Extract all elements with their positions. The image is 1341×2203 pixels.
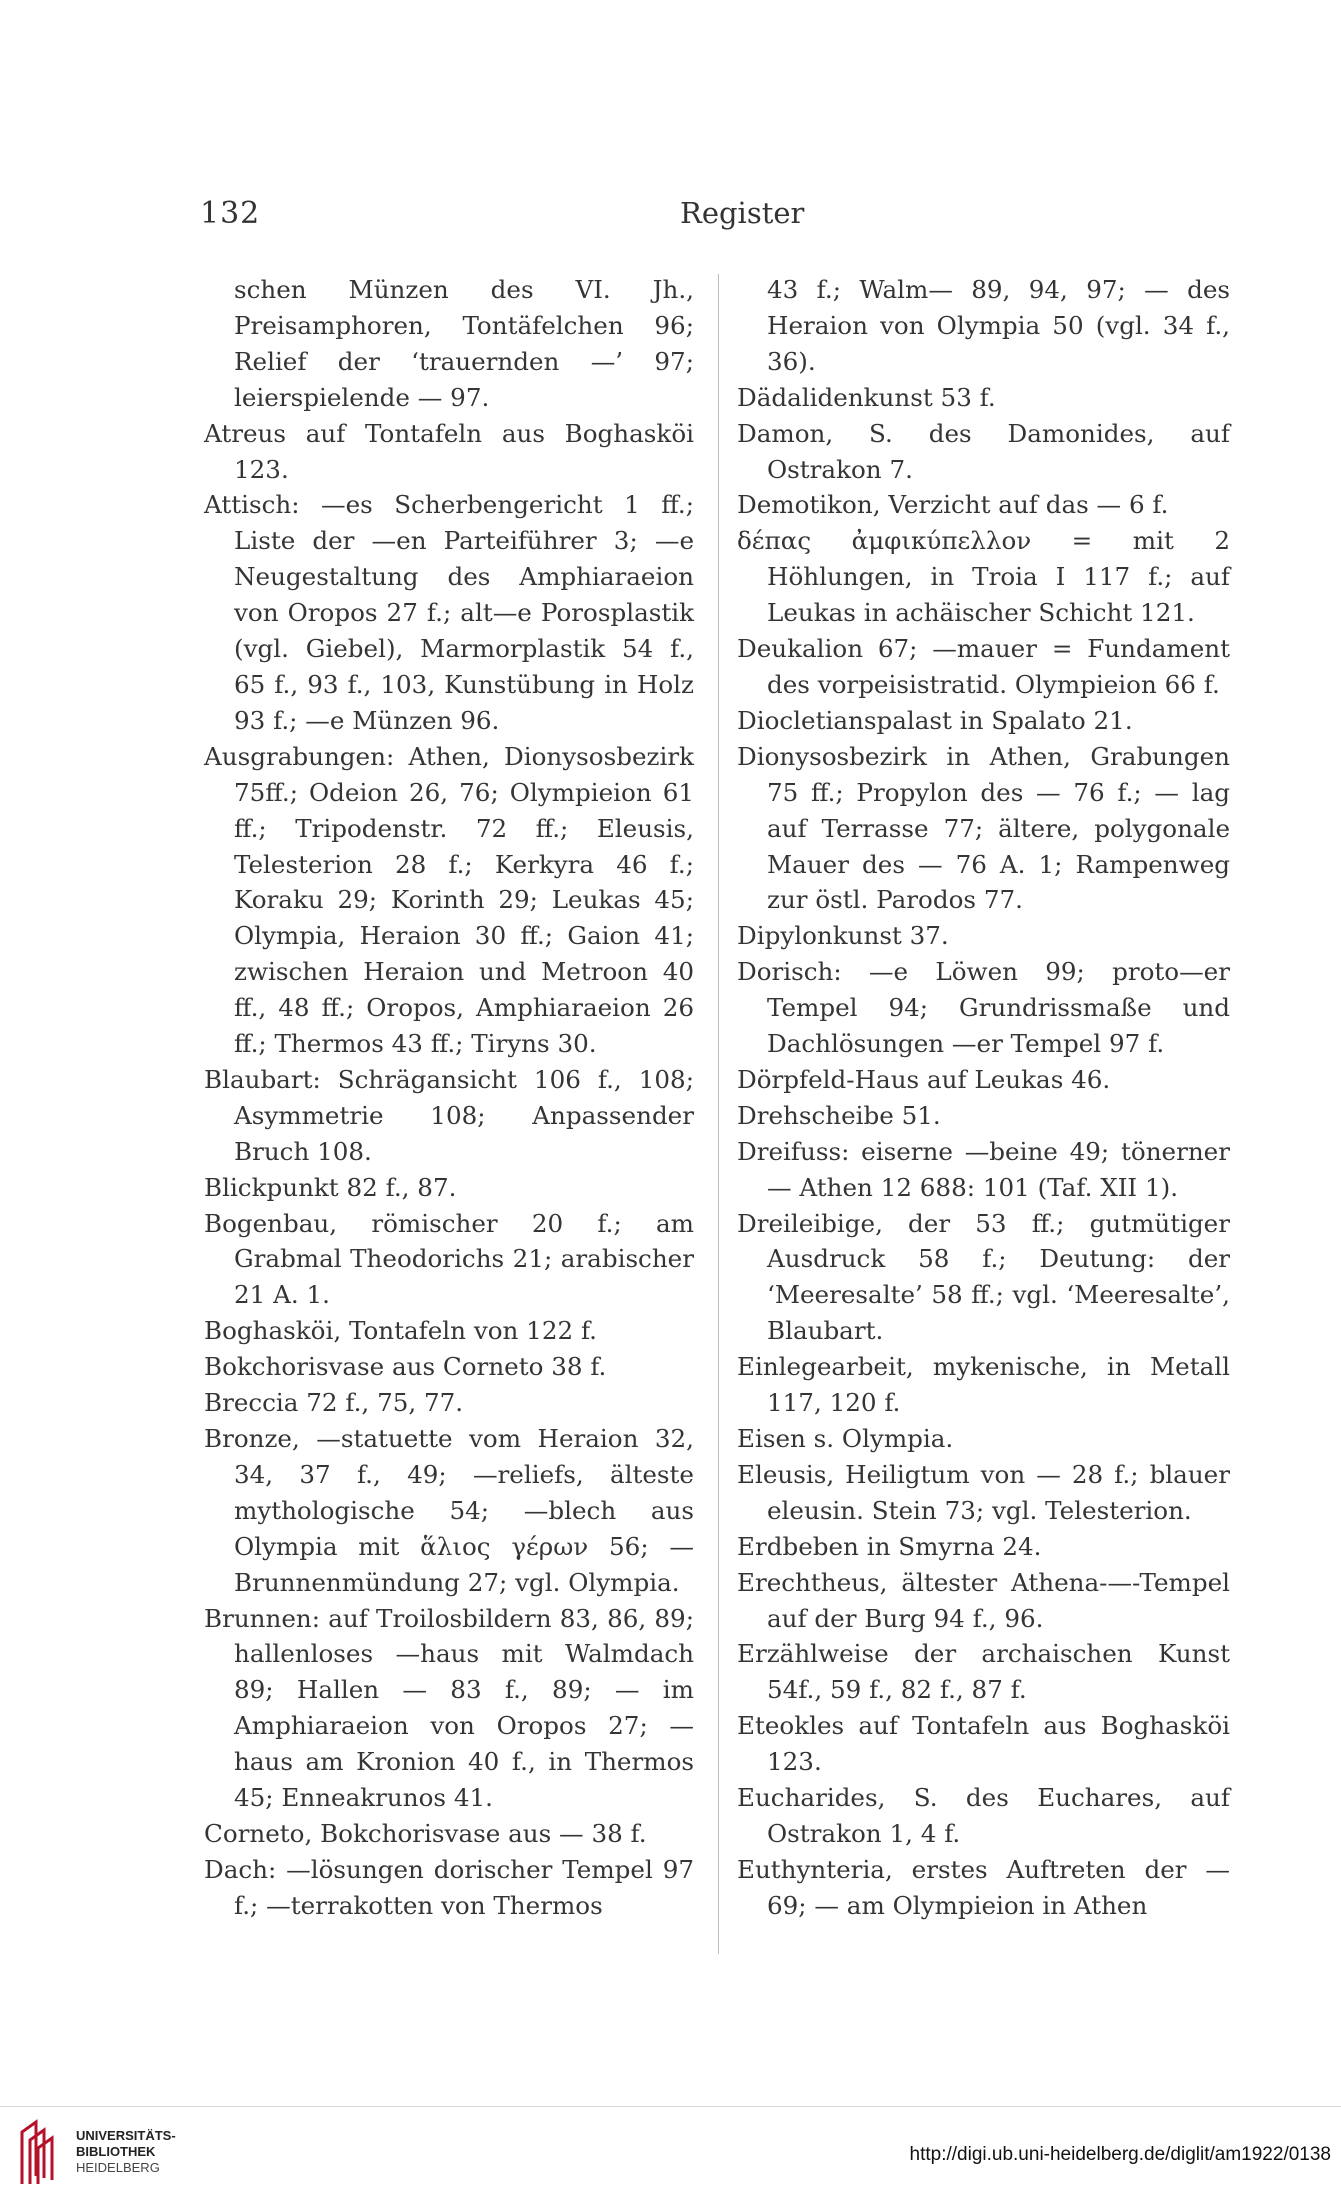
index-entry: Dreifuss: eiserne —beine 49; tönerner — Athen 12 688: 101 (Taf. XII 1). [737, 1136, 1230, 1202]
index-entry: Dörpfeld-Haus auf Leukas 46. [737, 1064, 1111, 1094]
source-url-link[interactable]: http://digi.ub.uni-heidelberg.de/diglit/am1922/0138 [909, 2144, 1331, 2165]
index-entry: Eleusis, Heiligtum von — 28 f.; blauer eleusin. Stein 73; vgl. Telesterion. [737, 1459, 1230, 1525]
index-entry: Deukalion 67; —mauer = Fundament des vorpeisistratid. Olympieion 66 f. [737, 634, 1230, 699]
index-entry: Blaubart: Schrägansicht 106 f., 108; Asymmetrie 108; Anpassender Bruch 108. [204, 1064, 694, 1166]
index-entry: 43 f.; Walm— 89, 94, 97; — des Heraion von Olympia 50 (vgl. 34 f., 36). [767, 275, 1230, 376]
index-entry: Erechtheus, ältester Athena-—-Tempel auf der Burg 94 f., 96. [737, 1567, 1230, 1633]
index-entry: Bogenbau, römischer 20 f.; am Grabmal Theodorichs 21; arabischer 21 A. 1. [204, 1208, 694, 1310]
running-head: Register [680, 196, 805, 230]
index-entry: Drehscheibe 51. [737, 1100, 941, 1130]
index-entry: Erdbeben in Smyrna 24. [737, 1531, 1042, 1561]
index-entry: Diocletianspalast in Spalato 21. [737, 705, 1133, 735]
right-column [737, 272, 1230, 1924]
index-entry: Breccia 72 f., 75, 77. [204, 1388, 464, 1418]
library-logo-icon [16, 2118, 60, 2188]
library-name-line: UNIVERSITÄTS- [76, 2128, 176, 2143]
index-entry: Eisen s. Olympia. [737, 1424, 954, 1453]
footer-divider [0, 2106, 1341, 2107]
index-entry: Atreus auf Tontafeln aus Boghasköi 123. [204, 418, 694, 484]
index-entry: schen Münzen des VI. Jh., Preisamphoren, Tontäfelchen 96; Relief der ‘trauernden —’ 97; leierspielende — 97. [234, 275, 694, 412]
index-entry: δέπας ἀμφικύπελλον = mit 2 Höhlungen, in Troia I 117 f.; auf Leukas in achäischer Schicht 121. [737, 526, 1230, 628]
page-header [200, 196, 805, 240]
library-name-line: HEIDELBERG [76, 2160, 160, 2175]
index-entry: Brunnen: auf Troilosbildern 83, 86, 89; hallenloses —haus mit Walmdach 89; Hallen — 83 f., 89; — im Amphiaraeion von Oropos 27; —haus am Kronion 40 f., in Thermos 45; Enneakrunos 41. [204, 1603, 694, 1813]
library-name-line: BIBLIOTHEK [76, 2144, 156, 2159]
index-entry: Boghasköi, Tontafeln von 122 f. [204, 1316, 597, 1346]
index-entry: Bronze, —statuette vom Heraion 32, 34, 37 f., 49; —reliefs, älteste mythologische 54; —blech aus Olympia mit ἅλιος γέρων 56; — Brunnenmündung 27; vgl. Olympia. [204, 1424, 694, 1597]
index-entry: Dionysosbezirk in Athen, Grabungen 75 ff.; Propylon des — 76 f.; — lag auf Terrasse 77; ältere, polygonale Mauer des — 76 A. 1; Rampenweg zur östl. Parodos 77. [737, 741, 1230, 915]
index-entry: Ausgrabungen: Athen, Dionysosbezirk 75ff.; Odeion 26, 76; Olympieion 61 ff.; Tripodenstr. 72 ff.; Eleusis, Telesterion 28 f.; Kerkyra 46 f.; Koraku 29; Korinth 29; Leukas 45; Olympia, Heraion 30 ff.; Gaion 41; zwischen Heraion und Metroon 40 ff., 48 ff.; Oropos, Amphiaraeion 26 ff.; Thermos 43 ff.; Tiryns 30. [204, 741, 694, 1059]
index-entry: Erzählweise der archaischen Kunst 54f., 59 f., 82 f., 87 f. [737, 1639, 1230, 1705]
index-entry: Dreileibige, der 53 ff.; gutmütiger Ausdruck 58 f.; Deutung: der ‘Meeresalte’ 58 ff.; vgl. ‘Meeresalte’, Blaubart. [737, 1208, 1230, 1346]
index-entry: Dach: —lösungen dorischer Tempel 97 f.; —terrakotten von Thermos [204, 1854, 694, 1920]
index-entry: Blickpunkt 82 f., 87. [204, 1172, 457, 1202]
index-entry: Dädalidenkunst 53 f. [737, 382, 996, 412]
left-column [204, 272, 694, 1924]
index-entry: Euthynteria, erstes Auftreten der — 69; — am Olympieion in Athen [737, 1854, 1230, 1920]
index-entry: Eucharides, S. des Euchares, auf Ostrakon 1, 4 f. [737, 1783, 1230, 1848]
index-entry: Eteokles auf Tontafeln aus Boghasköi 123. [737, 1711, 1230, 1777]
index-entry: Dorisch: —e Löwen 99; proto—er Tempel 94; Grundrissmaße und Dachlösungen —er Tempel 97 f. [737, 957, 1230, 1059]
page-number: 132 [200, 196, 261, 231]
column-divider [718, 274, 719, 1954]
index-entry: Attisch: —es Scherbengericht 1 ff.; Liste der —en Parteiführer 3; —e Neugestaltung des Amphiaraeion von Oropos 27 f.; alt—e Porosplastik (vgl. Giebel), Marmorplastik 54 f., 65 f., 93 f., 103, Kunstübung in Holz 93 f.; —e Münzen 96. [204, 490, 694, 735]
index-entry: Dipylonkunst 37. [737, 921, 949, 951]
library-name [76, 2128, 176, 2176]
index-entry: Bokchorisvase aus Corneto 38 f. [204, 1352, 607, 1382]
index-entry: Damon, S. des Damonides, auf Ostrakon 7. [737, 418, 1230, 484]
index-entry: Corneto, Bokchorisvase aus — 38 f. [204, 1818, 647, 1848]
index-entry: Demotikon, Verzicht auf das — 6 f. [737, 490, 1169, 520]
index-entry: Einlegearbeit, mykenische, in Metall 117, 120 f. [737, 1352, 1230, 1418]
